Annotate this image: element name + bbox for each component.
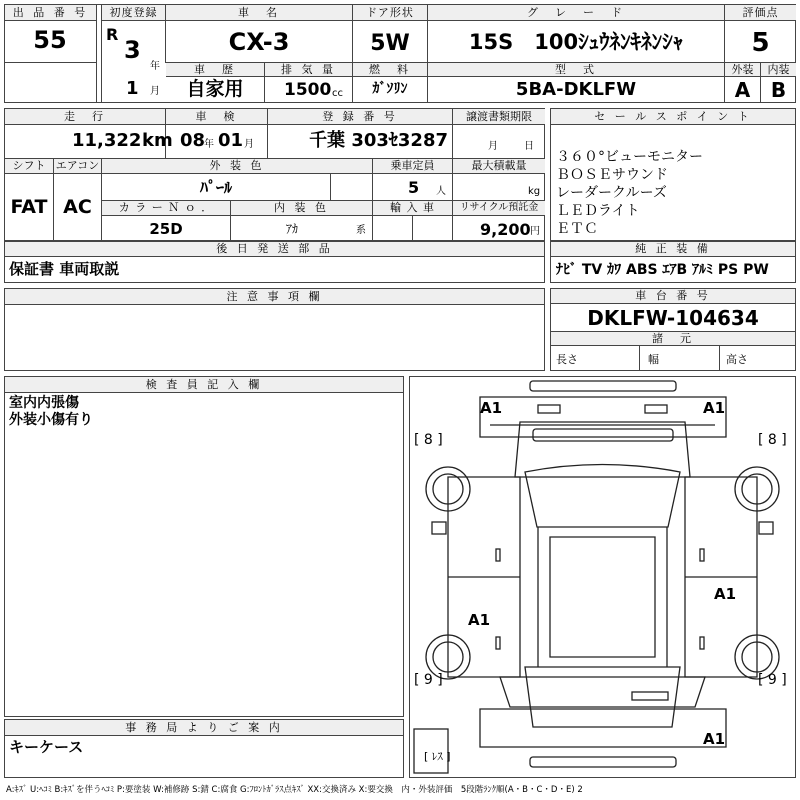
damage-mark: A1 [703,399,726,417]
grade: 15S 100ｼｭｳﾈﾝｷﾈﾝｼｬ [468,30,684,54]
sales-point-item: ＢＯＳＥサウンド [556,167,668,183]
capacity-unit: 人 [436,186,446,197]
insp-year-unit: 年 [204,139,214,150]
width-label: 幅 [648,353,659,366]
reg-year: 3 [124,36,141,64]
interior-grade: B [770,78,787,102]
payload-label: 最大積載量 [453,159,545,174]
later-parts: 保証書 車両取説 [9,260,120,278]
car-name: CX-3 [228,28,290,56]
reg-month: 1 [126,78,139,99]
sales-point-item: ３６０°ビューモニター [556,149,703,165]
tire-rear-left: [ 9 ] [414,672,443,688]
interior-color: ｱｶ [286,222,299,236]
import-label: 輸 入 車 [373,201,452,216]
score: 5 [751,28,770,58]
sales-point-item: ＥＴＣ [556,221,598,237]
int-color-label: 内 装 色 [231,201,372,216]
tire-front-right: [ 8 ] [758,432,787,448]
capacity-label: 乗車定員 [373,159,452,174]
tire-rear-right: [ 9 ] [758,672,787,688]
mileage: 11,322 [72,130,142,151]
damage-mark: A1 [468,611,491,629]
month-unit: 月 [150,86,160,97]
air-conditioner: AC [63,196,92,218]
lot-no-label: 出 品 番 号 [5,5,96,21]
model-label: 型 式 [428,63,724,77]
transfer-day-unit: 日 [524,141,534,152]
displacement-label: 排 気 量 [265,63,352,77]
damage-mark: A1 [714,585,737,603]
shift-label: シフト [5,159,53,174]
recycle-label: リサイクル預託金 [453,201,545,216]
payload-unit: kg [528,186,541,197]
spare-tire-label: [ ﾚｽ ] [424,750,451,763]
door-type: 5W [370,31,410,56]
ac-label: エアコン [55,159,100,172]
insp-month: 01 [218,130,244,151]
color-number: 25D [149,220,183,238]
exterior-color: ﾊﾟｰﾙ [199,178,232,197]
exterior-grade: A [734,78,751,102]
chassis-number: DKLFW-104634 [587,306,759,330]
recycle-unit: 円 [530,226,540,237]
tire-front-left: [ 8 ] [414,432,443,448]
damage-mark: A1 [480,399,503,417]
color-label: 外 装 色 [102,159,372,174]
grade-label: グ レ ー ド [428,5,724,21]
later-parts-label: 後 日 発 送 部 品 [5,242,544,257]
color-no-label: カ ラ ー Ｎ ｏ ． [102,201,230,216]
transfer-month-unit: 月 [488,141,498,152]
model-code: 5BA-DKLFW [515,79,637,100]
history: 自家用 [186,78,244,100]
plate-label: 登 録 番 号 [268,109,452,125]
fuel-label: 燃 料 [353,63,427,77]
recycle-fee: 9,200 [480,220,531,239]
mileage-unit: km [142,130,173,151]
car-outline [410,377,795,777]
insp-month-unit: 月 [244,139,254,150]
first-reg-label: 初度登録 [102,5,165,21]
year-unit: 年 [150,61,160,72]
inspection-label: 車 検 [166,109,267,125]
length-label: 長さ [556,353,578,366]
fuel: ｶﾞｿﾘﾝ [372,81,408,97]
door-label: ドア形状 [353,5,427,21]
notes-label: 注 意 事 項 欄 [5,289,544,305]
legend-text: A:ｷｽﾞ U:ﾍｺﾐ B:ｷｽﾞを伴うﾍｺﾐ P:要塗装 W:補修跡 S:錆 C:腐食 G:ﾌﾛﾝﾄｶﾞﾗｽ点ｷｽﾞ XX:交換済み X:要交換 内・外装評価 5段階ﾗﾝｸ順(A・B・C・D・E) 2 [6,785,583,795]
shift: FAT [10,196,48,218]
exterior-label: 外装 [725,63,760,77]
inspector-label: 検 査 員 記 入 欄 [5,377,403,393]
displacement: 1500 [284,80,332,100]
inspector-notes: 室内内張傷 外装小傷有り [9,395,93,428]
lot-number: 55 [33,26,67,54]
sales-point-item: ＬＥＤライト [556,203,640,219]
era: R [106,25,119,44]
height-label: 高さ [726,353,748,366]
chassis-label: 車 台 番 号 [551,289,795,304]
displacement-unit: cc [332,88,343,99]
mileage-label: 走 行 [5,109,165,125]
damage-mark: A1 [703,730,726,748]
sales-point-item: レーダークルーズ [556,185,667,201]
insp-year: 08 [180,130,206,151]
equipment-label: 純 正 装 備 [551,242,795,257]
int-color-unit: 系 [356,225,366,236]
office-label: 事 務 局 よ り ご 案 内 [5,720,403,736]
score-label: 評価点 [725,5,796,21]
interior-label: 内装 [761,63,796,77]
car-name-label: 車 名 [166,5,352,21]
transfer-label: 譲渡書類期限 [453,109,545,125]
office-notes: キーケース [9,738,84,756]
capacity: 5 [408,178,420,197]
equipment-list: ﾅﾋﾞ TV ｶﾜ ABS ｴｱB ｱﾙﾐ PS PW [556,262,769,278]
vehicle-info-section [4,108,545,241]
plate-number: 千葉 303ｾ3287 [309,130,448,151]
sales-points-label: セ ー ル ス ポ イ ン ト [551,109,795,125]
history-label: 車 歴 [166,63,264,77]
spec-label: 諸 元 [551,332,795,346]
damage-diagram [409,376,796,778]
